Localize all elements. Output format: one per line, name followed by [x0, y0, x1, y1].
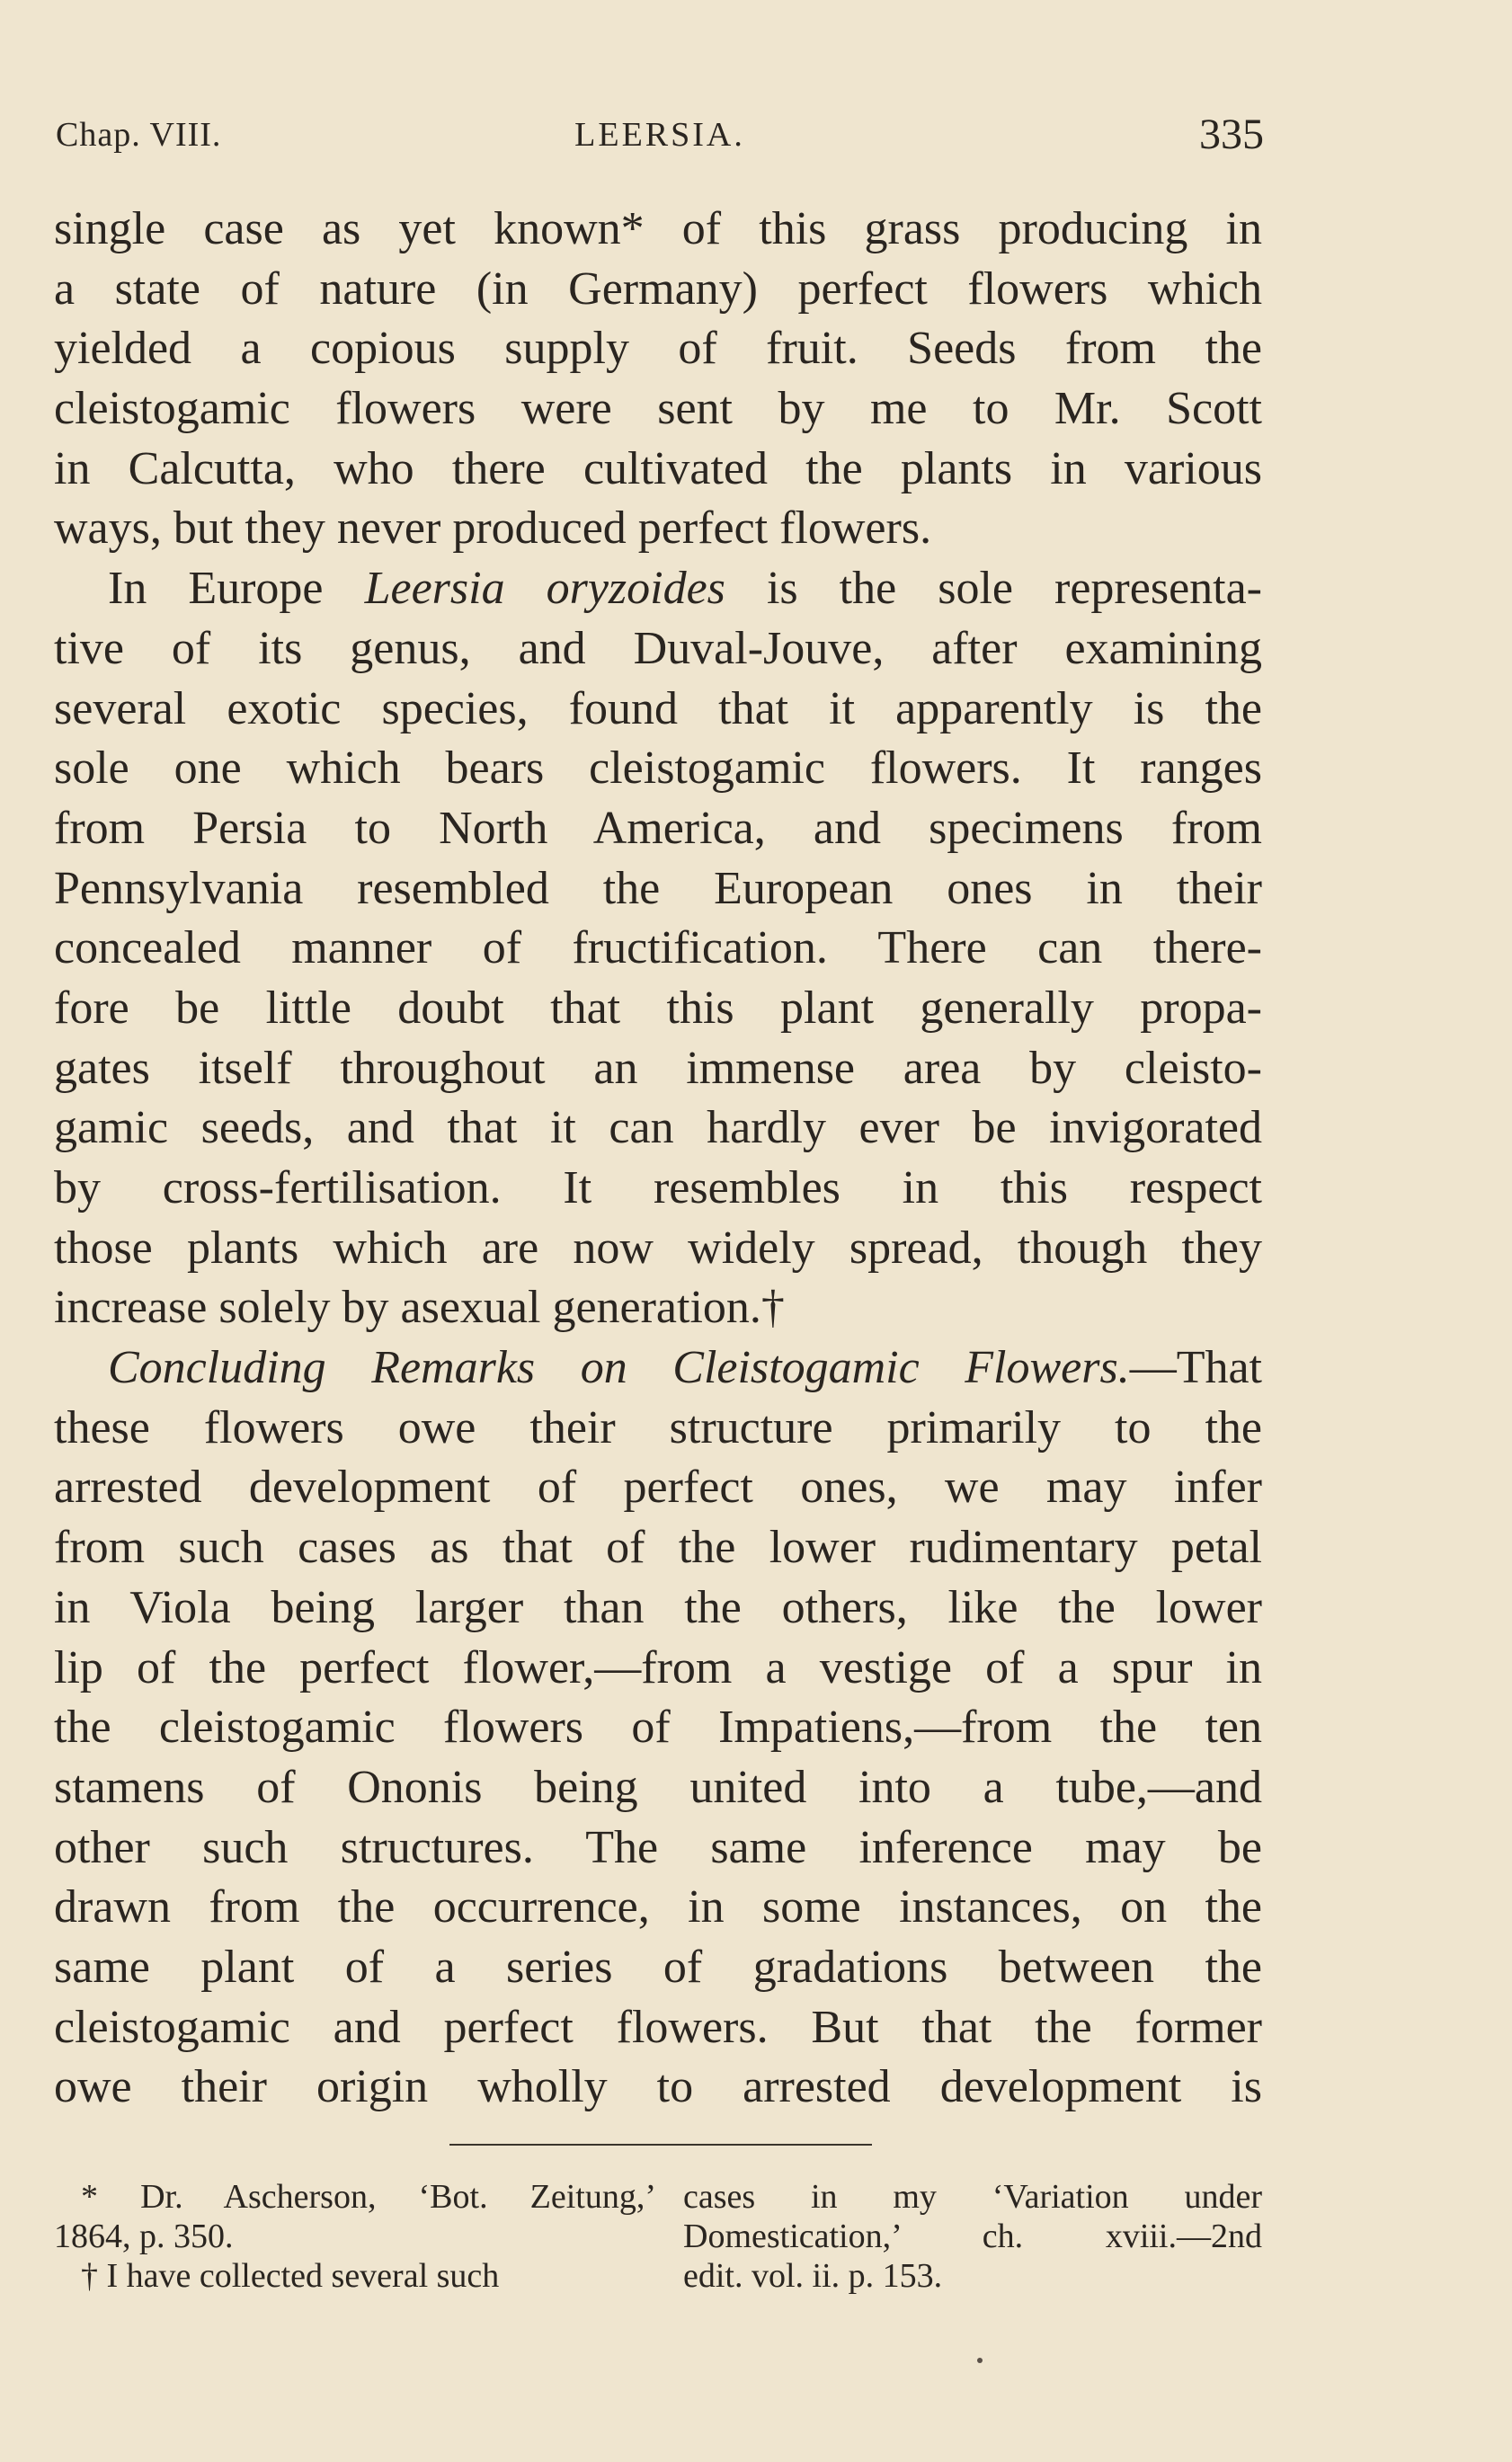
running-header [56, 111, 1264, 169]
page-number: 335 [1199, 111, 1264, 158]
italic-phrase: Leersia oryzoides [364, 563, 725, 615]
italic-phrase: Concluding Remarks on Cleistogamic Flowers. [108, 1342, 1130, 1394]
text-line: tive of its genus, and Duval-Jouve, after examining [54, 622, 1262, 674]
text-line: gates itself throughout an immense area by cleisto- [54, 1042, 1262, 1094]
text-line: single case as yet known* of this grass producing in [54, 203, 1262, 254]
print-speck [977, 2358, 983, 2363]
text-line: cleistogamic flowers were sent by me to Mr. Scott [54, 383, 1262, 435]
text-line: in Calcutta, who there cultivated the plants in various [54, 442, 1262, 494]
text-line: owe their origin wholly to arrested development is [54, 2061, 1262, 2113]
footnote-line: 1864, p. 350. [54, 2218, 234, 2255]
footnote-line: cases in my ‘Variation under [683, 2178, 1262, 2216]
footnote-line: * Dr. Ascherson, ‘Bot. Zeitung,’ [81, 2178, 656, 2216]
footnote-column-right [683, 2177, 1262, 2296]
text-line: same plant of a series of gradations between the [54, 1941, 1262, 1993]
text-line: from such cases as that of the lower rudimentary petal [54, 1522, 1262, 1574]
text-line: other such structures. The same inference may be [54, 1821, 1262, 1873]
footnote-line: Domestication,’ ch. xviii.—2nd [683, 2218, 1262, 2255]
footnote-column-left [54, 2177, 656, 2296]
text-line: gamic seeds, and that it can hardly ever be invigorated [54, 1102, 1262, 1154]
text-line: stamens of Ononis being united into a tube,—and [54, 1761, 1262, 1813]
text-line: several exotic species, found that it apparently is the [54, 682, 1262, 734]
text-line: drawn from the occurrence, in some instances, on the [54, 1881, 1262, 1933]
text-line: sole one which bears cleistogamic flowers. It ranges [54, 742, 1262, 795]
text-line: ways, but they never produced perfect flowers. [54, 502, 932, 555]
text-line-italic-species: In Europe Leersia oryzoides is the sole representa- [108, 563, 1262, 615]
text-line: a state of nature (in Germany) perfect flowers which [54, 262, 1262, 315]
footnote-line: † I have collected several such [81, 2257, 500, 2295]
body-text [54, 200, 1262, 2118]
footnote-divider [449, 2144, 872, 2146]
text-line: in Viola being larger than the others, like the lower [54, 1581, 1262, 1633]
text-line: lip of the perfect flower,—from a vestige of a spur in [54, 1641, 1262, 1693]
text-line: yielded a copious supply of fruit. Seeds from the [54, 323, 1262, 375]
text-line: arrested development of perfect ones, we may infer [54, 1462, 1262, 1514]
chapter-label: Chap. VIII. [56, 116, 222, 154]
text-line: those plants which are now widely spread, though they [54, 1222, 1262, 1274]
text-line: cleistogamic and perfect flowers. But that the former [54, 2001, 1262, 2053]
text-line: fore be little doubt that this plant generally propa- [54, 982, 1262, 1034]
text-line: these flowers owe their structure primarily to the [54, 1401, 1262, 1453]
text-line-section-heading: Concluding Remarks on Cleistogamic Flowers.—That [108, 1342, 1262, 1394]
text-line: concealed manner of fructification. There can there- [54, 922, 1262, 974]
running-title: LEERSIA. [574, 116, 745, 154]
text-line: by cross-fertilisation. It resembles in this respect [54, 1162, 1262, 1213]
footnote-line: edit. vol. ii. p. 153. [683, 2257, 943, 2295]
text-line: from Persia to North America, and specimens from [54, 802, 1262, 854]
text-line: the cleistogamic flowers of Impatiens,—from the ten [54, 1702, 1262, 1754]
text-line: Pennsylvania resembled the European ones in their [54, 862, 1262, 914]
text-line: increase solely by asexual generation.† [54, 1282, 785, 1334]
